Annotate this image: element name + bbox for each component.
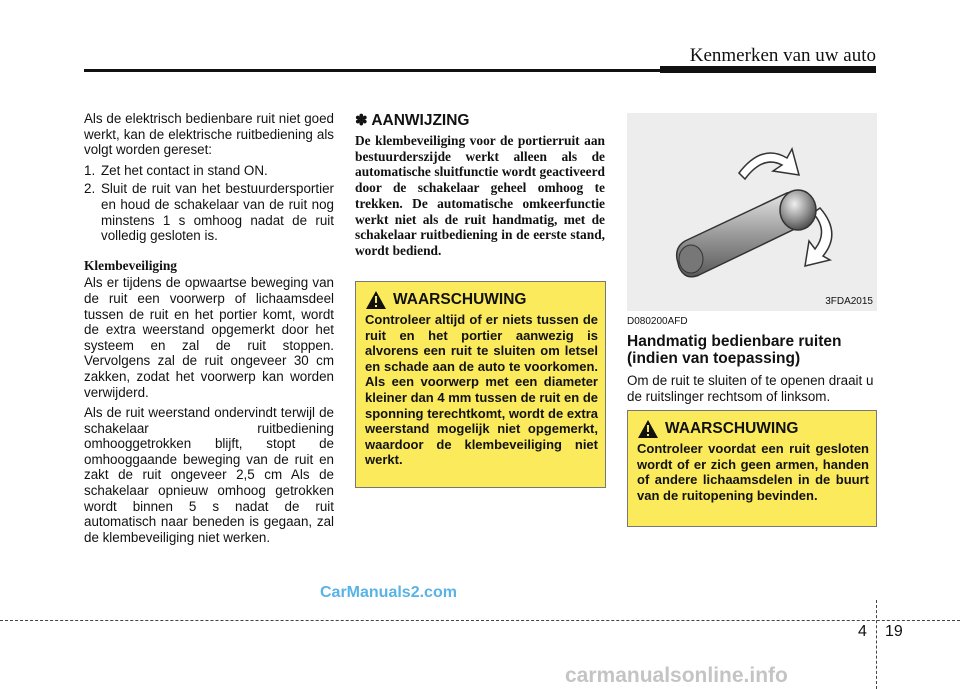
- step-number: 2.: [84, 181, 96, 197]
- section-body: Om de ruit te sluiten of te openen draait u de ruitslinger rechtsom of linksom.: [627, 373, 874, 404]
- window-crank-image: [627, 113, 877, 311]
- warning-triangle-icon: [365, 290, 387, 310]
- step-text: Zet het contact in stand ON.: [101, 162, 268, 178]
- step-item: [84, 163, 334, 179]
- star-icon: ✽: [355, 112, 368, 129]
- footer-divider: [876, 600, 877, 689]
- rotate-arrow-icon: [739, 149, 799, 179]
- chapter-number: 4: [858, 623, 867, 640]
- section-heading: Handmatig bedienbare ruiten (indien van toepassing): [627, 333, 842, 367]
- watermark-link[interactable]: CarManuals2.com: [320, 584, 457, 601]
- note-heading: [355, 111, 605, 130]
- image-code: 3FDA2015: [825, 296, 873, 307]
- warning-title: WAARSCHUWING: [665, 420, 799, 437]
- section-subheading: Klembeveiliging: [84, 257, 177, 273]
- warning-box: [355, 281, 606, 488]
- note-body: De klembeveiliging voor de portierruit aan bestuurderszijde werkt alleen als de automatische sluitfunctie wordt geactiveerd door de schakelaar geheel omhoog te trekken. De automatische omkeerfunctie werkt niet als de ruit handmatig, met de schakelaar ruitbediening in de eerste stand, wordt bediend.: [355, 133, 605, 258]
- column-1: [84, 111, 334, 550]
- step-number: 1.: [84, 162, 96, 178]
- header-rule: [84, 69, 660, 72]
- warning-title: WAARSCHUWING: [393, 291, 527, 308]
- watermark-bottom: carmanualsonline.info: [565, 664, 788, 687]
- note-section: [355, 111, 605, 259]
- intro-paragraph: Als de elektrisch bedienbare ruit niet goed werkt, kan de elektrische ruitbediening als volgt worden gereset:: [84, 111, 334, 158]
- pinch-protection-paragraph: Als er tijdens de opwaartse beweging van de ruit een voorwerp of lichaamsdeel tussen de ruit en het portier komt, wordt de extra weerstand opgemerkt door het systeem en zal de ruit stoppen. Vervolgens zal de ruit ongeveer 30 cm zakken, zodat het voorwerp kan worden verwijderd.: [84, 275, 334, 400]
- warning-box: [627, 410, 877, 527]
- manual-windows-section: [627, 316, 877, 404]
- warning-text: Controleer altijd of er niets tussen de ruit en het portier aanwezig is alvorens een ruit te sluiten om letsel en schade aan de auto te voorkomen. Als een voorwerp met een diameter kleiner dan 4 mm tussen de ruit en de sponning terechtkomt, wordt de extra weerstand mogelijk niet opgemerkt, waardoor de klembeveiliging niet werkt.: [365, 312, 598, 468]
- pinch-protection-paragraph-2: Als de ruit weerstand ondervindt terwijl de schakelaar ruitbediening omhooggetrokken blijft, stopt de omhooggaande beweging van de ruit en zakt de ruit ongeveer 2,5 cm Als de schakelaar opnieuw omhoog getrokken wordt binnen 5 s nadat de ruit automatisch naar beneden is gegaan, zal de klembeveiliging niet werken.: [84, 405, 334, 545]
- warning-triangle-icon: [637, 419, 659, 439]
- step-item: [84, 181, 334, 243]
- footer-rule: [0, 620, 960, 621]
- page-number: 19: [885, 623, 903, 640]
- window-crank-illustration: [627, 113, 877, 311]
- reference-code: D080200AFD: [627, 316, 688, 327]
- note-heading-text: AANWIJZING: [371, 112, 470, 129]
- warning-text: Controleer voordat een ruit gesloten wordt of er zich geen armen, handen of andere lichaamsdelen in de buurt van de ruitopening bevinden.: [637, 441, 869, 503]
- warning-header: [365, 290, 598, 310]
- header-rule-thick: [660, 66, 876, 73]
- step-text: Sluit de ruit van het bestuurdersportier en houd de schakelaar van de ruit nog minstens 1 s omhoog nadat de ruit volledig gesloten is.: [101, 181, 334, 244]
- warning-header: [637, 419, 869, 439]
- running-header-title: Kenmerken van uw auto: [689, 45, 876, 66]
